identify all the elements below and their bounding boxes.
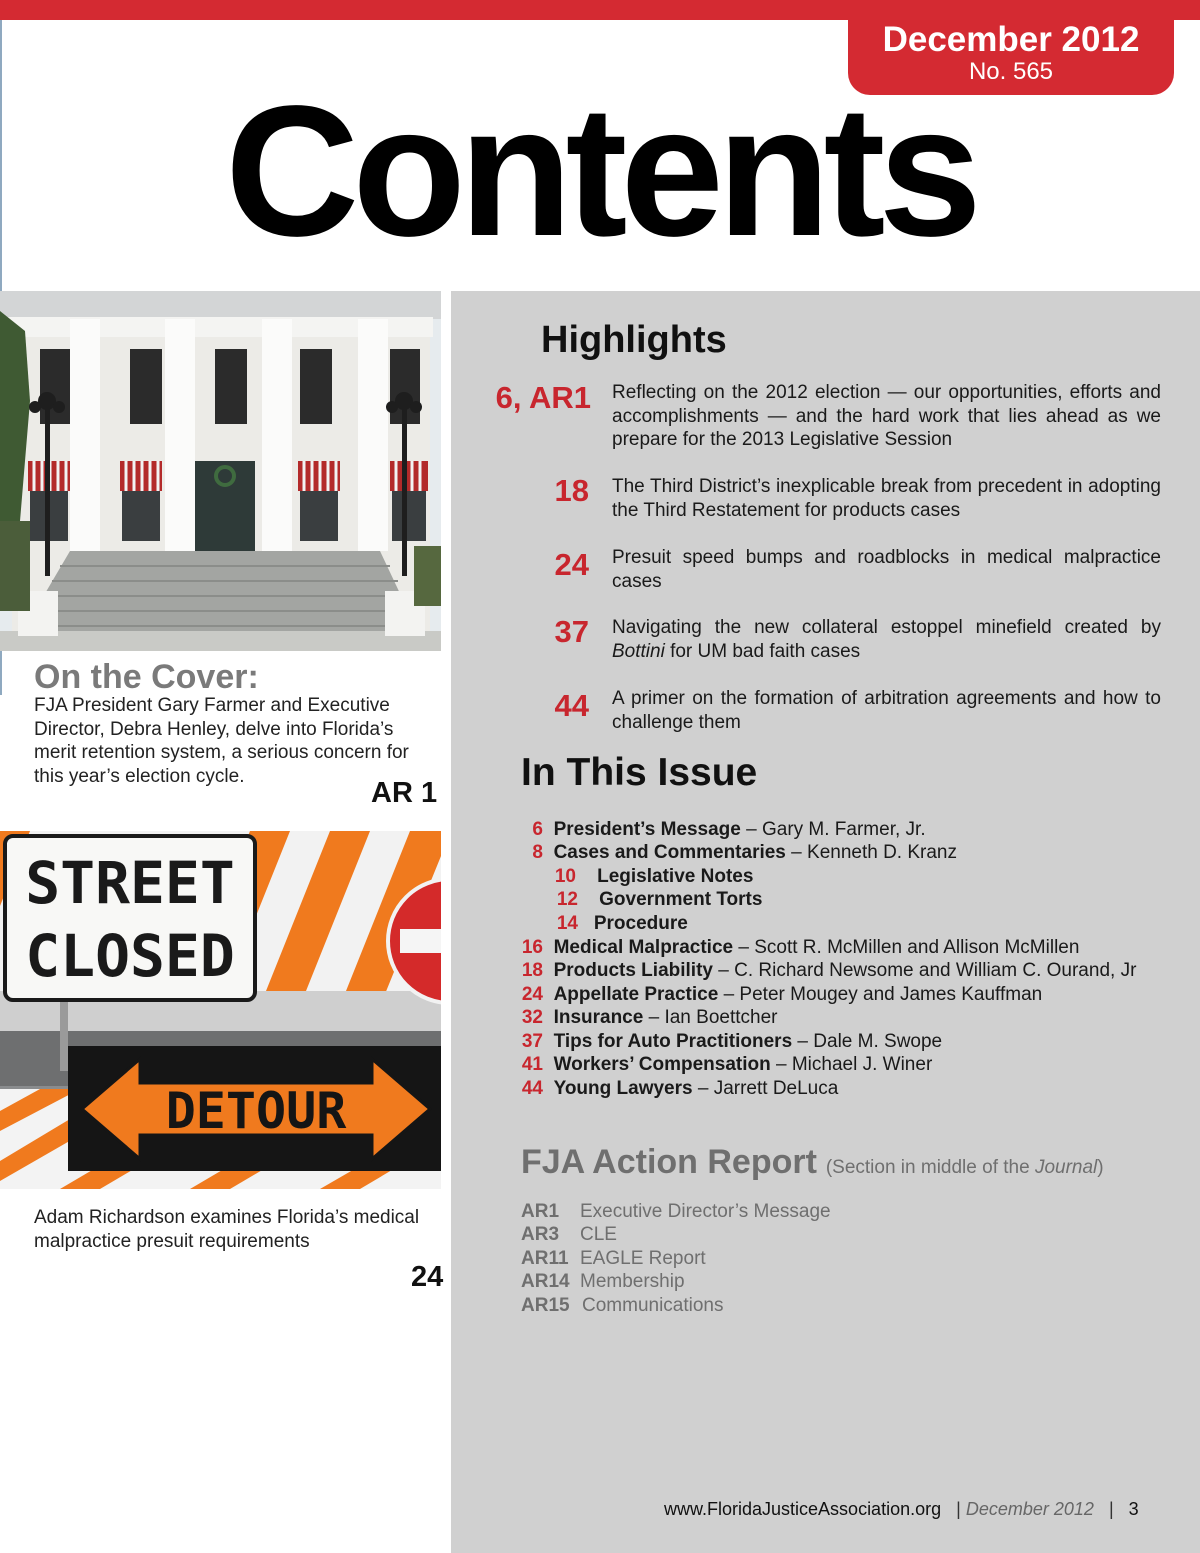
toc-section: Legislative Notes (597, 866, 754, 887)
toc-section: Tips for Auto Practitioners (553, 1031, 793, 1052)
toc-row-11 (521, 1053, 932, 1077)
toc-author: – Kenneth D. Kranz (785, 842, 957, 863)
toc-author: – C. Richard Newsome and William C. Ourand, Jr (712, 960, 1137, 981)
highlight-text-1: Reflecting on the 2012 election — our opportunities, efforts and accomplishments — and the hard work that lies ahead as we prepare for the 2013 Legislative Session (612, 382, 1161, 450)
action-report-note-part1: (Section in middle of the (825, 1157, 1035, 1178)
toc-row-3 (554, 865, 753, 889)
toc-section: Cases and Commentaries (553, 842, 786, 863)
issue-number: No. 565 (968, 58, 1054, 85)
toc-page: 16 (521, 937, 543, 958)
action-report-item-title: Membership (580, 1271, 685, 1292)
toc-row-2 (521, 841, 957, 865)
toc-page: 44 (521, 1078, 543, 1099)
action-report-item-3 (521, 1247, 706, 1271)
action-report-item-5 (521, 1294, 724, 1318)
issue-date: December 2012 (882, 20, 1140, 59)
toc-page: 32 (521, 1007, 543, 1028)
toc-row-5 (556, 912, 688, 936)
toc-author: – Gary M. Farmer, Jr. (740, 819, 926, 840)
toc-section: Young Lawyers (553, 1078, 693, 1099)
toc-page: 37 (521, 1031, 543, 1052)
action-report-item-2 (521, 1223, 617, 1247)
toc-page: 41 (521, 1054, 543, 1075)
action-report-item-title: Communications (582, 1295, 724, 1316)
footer-website[interactable]: www.FloridaJusticeAssociation.org (664, 1499, 942, 1519)
footer-separator: | (1108, 1499, 1114, 1519)
highlight-page-4: 37 (554, 614, 589, 649)
footer-page-number: 3 (1128, 1499, 1139, 1519)
toc-row-10 (521, 1030, 942, 1054)
cover-page-reference: AR 1 (371, 777, 438, 809)
toc-section: Insurance (553, 1007, 644, 1028)
cover-description: FJA President Gary Farmer and Executive Director, Debra Henley, delve into Florida’s merit retention system, a serious concern for this year’s election cycle. (34, 695, 409, 787)
detour-sign-photo (0, 831, 441, 1189)
action-report-heading (521, 1140, 1104, 1191)
action-report-item-4 (521, 1270, 685, 1294)
detour-sign-text: DETOUR (165, 1082, 347, 1140)
street-sign-line2: CLOSED (25, 922, 235, 990)
highlight-text-4 (612, 616, 1161, 663)
action-report-code: AR11 (521, 1248, 569, 1269)
street-sign-line1: STREET (25, 849, 235, 917)
toc-section: Government Torts (599, 889, 763, 910)
toc-page: 14 (556, 913, 578, 934)
highlight-text-3: Presuit speed bumps and roadblocks in medical malpractice cases (612, 547, 1161, 592)
page-title: Contents (225, 68, 975, 275)
toc-row-7 (521, 959, 1136, 983)
highlight-text-4-part2: for UM bad faith cases (664, 640, 861, 662)
toc-section: Medical Malpractice (553, 937, 734, 958)
highlight-text-4-part1: Navigating the new collateral estoppel minefield created by (612, 617, 1161, 638)
toc-author: – Michael J. Winer (770, 1054, 933, 1075)
footer-date: December 2012 (965, 1499, 1094, 1519)
action-report-title: FJA Action Report (521, 1143, 817, 1181)
cover-photo-capitol (0, 291, 441, 651)
toc-section: Products Liability (553, 960, 713, 981)
action-report-item-title: CLE (580, 1224, 617, 1245)
toc-row-8 (521, 983, 1042, 1007)
toc-row-1 (521, 818, 926, 842)
action-report-code: AR1 (521, 1201, 560, 1222)
toc-row-6 (521, 936, 1079, 960)
toc-author: – Scott R. McMillen and Allison McMillen (733, 937, 1080, 958)
toc-section: Procedure (593, 913, 688, 934)
in-this-issue-heading: In This Issue (521, 751, 758, 794)
toc-page: 8 (532, 842, 543, 863)
toc-section: Workers’ Compensation (553, 1054, 771, 1075)
action-report-note-part2: ) (1097, 1157, 1104, 1178)
toc-page: 12 (556, 889, 578, 910)
action-report-note (826, 1157, 1104, 1178)
detour-page-reference: 24 (411, 1261, 444, 1293)
action-report-note-italic: Journal (1034, 1157, 1098, 1178)
toc-author: – Jarrett DeLuca (692, 1078, 839, 1099)
toc-page: 24 (521, 984, 543, 1005)
toc-section: Appellate Practice (553, 984, 719, 1005)
highlights-heading: Highlights (541, 319, 727, 361)
highlight-page-2: 18 (554, 473, 589, 508)
action-report-code: AR15 (521, 1295, 570, 1316)
highlight-text-2: The Third District’s inexplicable break from precedent in adopting the Third Restatement for products cases (612, 476, 1161, 521)
cover-heading: On the Cover: (34, 658, 259, 696)
highlight-text-4-italic: Bottini (612, 640, 665, 662)
highlight-page-5: 44 (554, 688, 589, 723)
toc-author: – Dale M. Swope (792, 1031, 943, 1052)
detour-caption: Adam Richardson examines Florida’s medical malpractice presuit requirements (34, 1207, 420, 1252)
action-report-code: AR14 (521, 1271, 570, 1292)
toc-page: 10 (554, 866, 576, 887)
toc-row-9 (521, 1006, 777, 1030)
toc-page: 18 (521, 960, 543, 981)
action-report-code: AR3 (521, 1224, 560, 1245)
toc-section: President’s Message (553, 819, 741, 840)
toc-row-12 (521, 1077, 838, 1101)
toc-page: 6 (532, 819, 543, 840)
action-report-item-title: EAGLE Report (580, 1248, 706, 1269)
action-report-item-1 (521, 1200, 831, 1224)
action-report-item-title: Executive Director’s Message (580, 1201, 831, 1222)
toc-author: – Peter Mougey and James Kauffman (718, 984, 1043, 1005)
footer-separator: | (956, 1499, 961, 1519)
highlight-page-3: 24 (554, 547, 589, 582)
page-footer (664, 1497, 1139, 1521)
highlight-page-1: 6, AR1 (495, 380, 591, 415)
toc-author: – Ian Boettcher (643, 1007, 778, 1028)
toc-row-4 (556, 888, 762, 912)
highlight-text-5: A primer on the formation of arbitration agreements and how to challenge them (612, 688, 1161, 733)
